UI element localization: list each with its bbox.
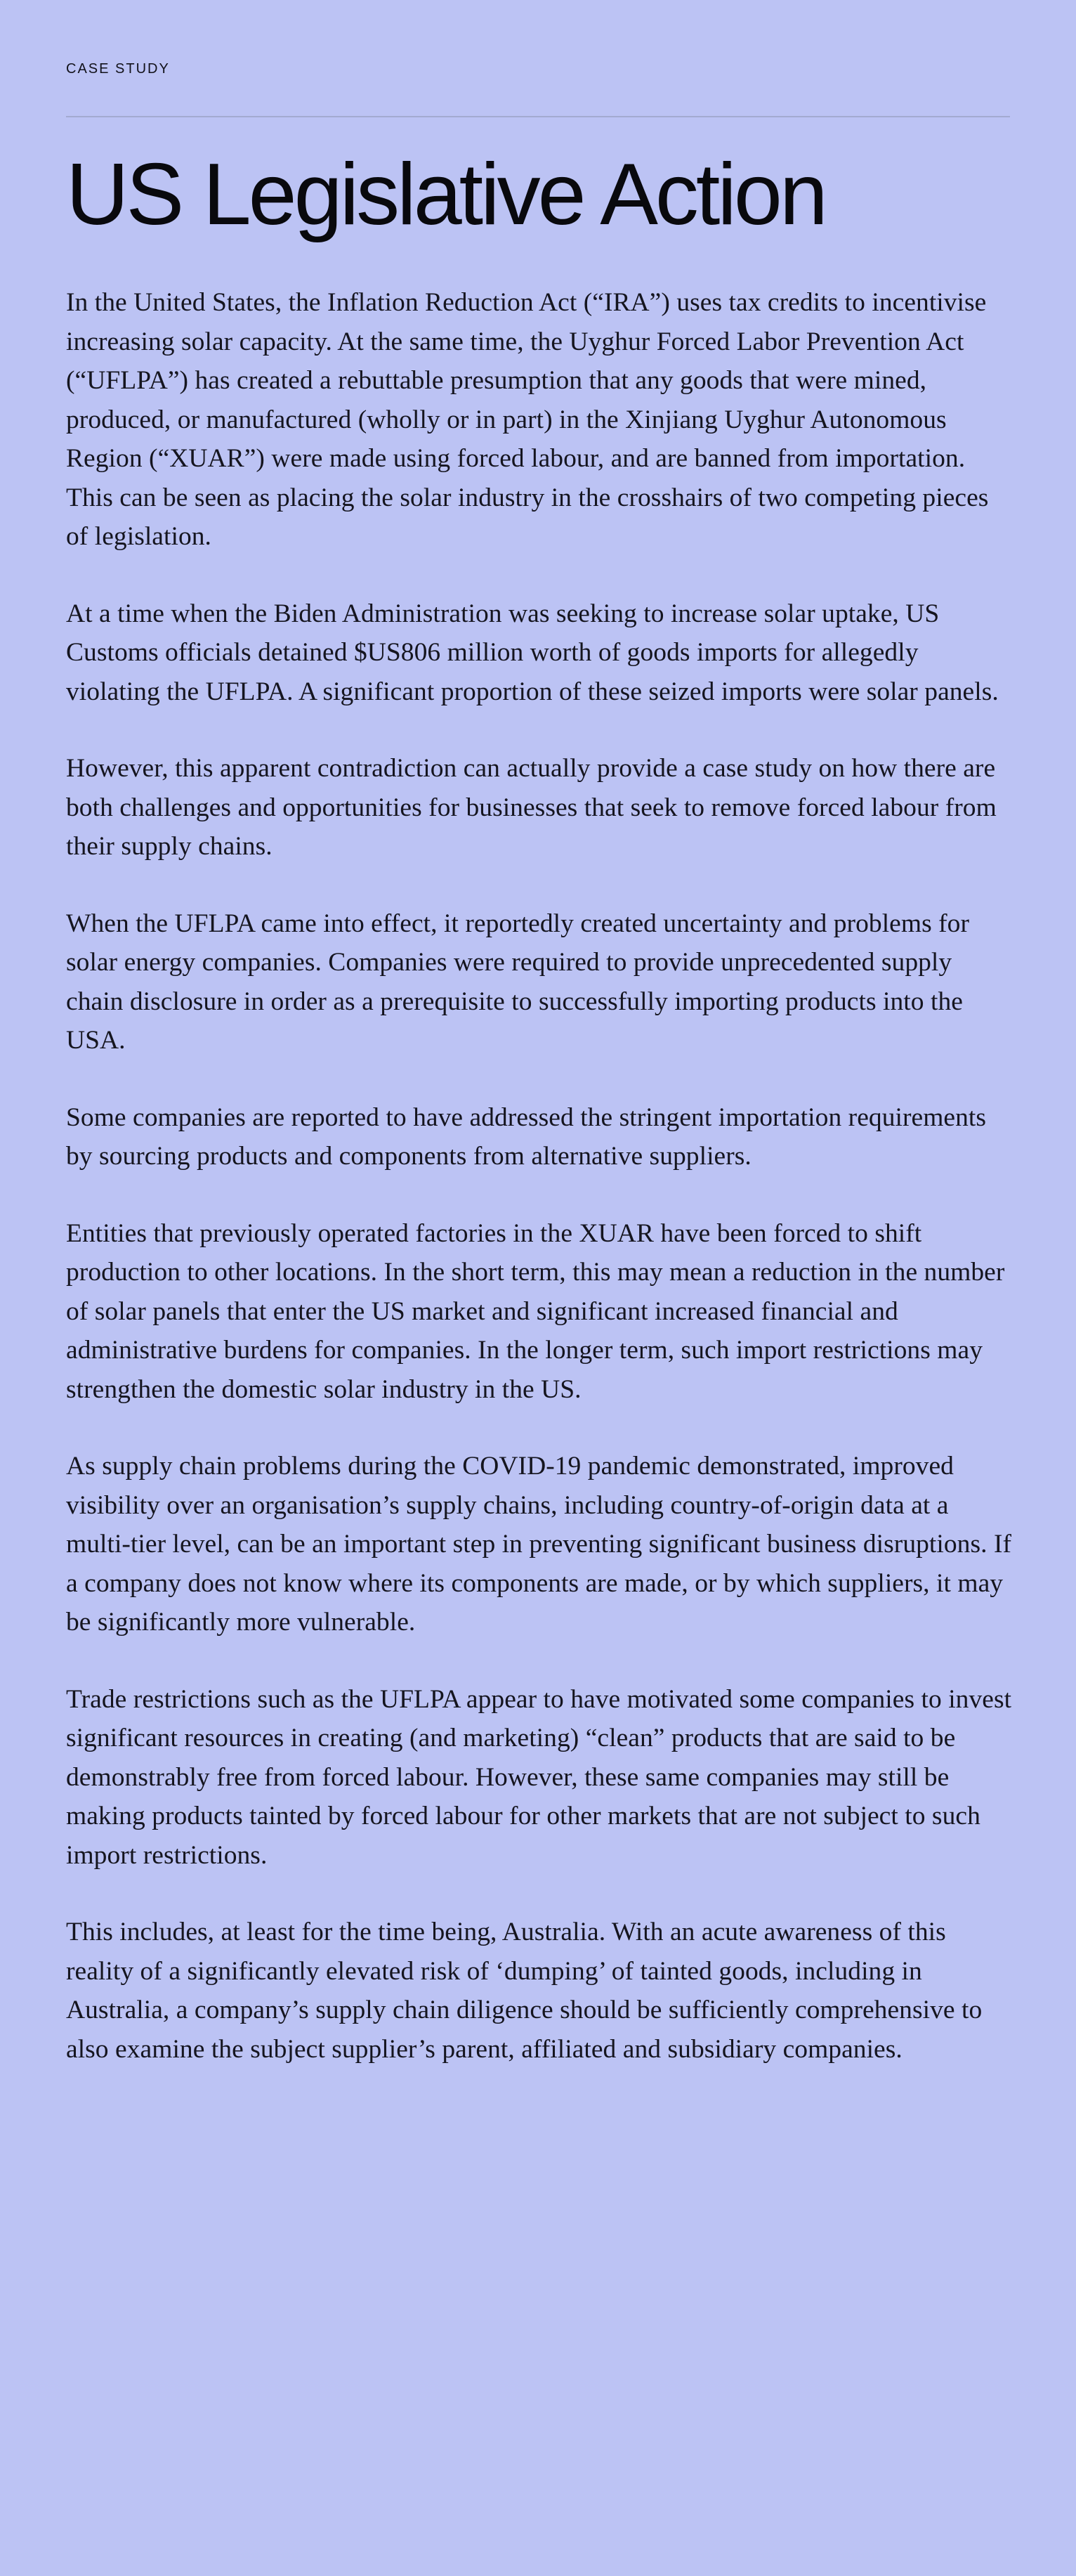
section-eyebrow-label: CASE STUDY: [66, 61, 170, 77]
article-paragraph: In the United States, the Inflation Reduction Act (“IRA”) uses tax credits to incentivise increasing solar capacity. At the same time, the Uyghur Forced Labor Prevention Act (“UFLPA”) has created a rebuttable presumption that any goods that were mined, produced, or manufactured (wholly or in part) in the Xinjiang Uyghur Autonomous Region (“XUAR”) were made using forced labour, and are banned from importation. This can be seen as placing the solar industry in the crosshairs of two competing pieces of legislation.: [66, 288, 989, 551]
article-paragraph: At a time when the Biden Administration was seeking to increase solar uptake, US Customs officials detained $US806 million worth of goods imports for allegedly violating the UFLPA. A significant proportion of these seized imports were solar panels.: [66, 599, 999, 706]
article-paragraph: However, this apparent contradiction can actually provide a case study on how there are both challenges and opportunities for businesses that seek to remove forced labour from their supply chains.: [66, 754, 997, 861]
page-title: US Legislative Action: [66, 146, 825, 243]
article-paragraph: Entities that previously operated factories in the XUAR have been forced to shift production to other locations. In the short term, this may mean a reduction in the number of solar panels that enter the US market and significant increased financial and administrative burdens for companies. In the longer term, such import restrictions may strengthen the domestic solar industry in the US.: [66, 1218, 1005, 1404]
article-paragraph: When the UFLPA came into effect, it reportedly created uncertainty and problems for solar energy companies. Companies were required to provide unprecedented supply chain disclosure in order as a prerequisite to successfully importing products into the USA.: [66, 909, 970, 1055]
header-divider: [66, 116, 1010, 117]
article-paragraph: Some companies are reported to have addressed the stringent importation requirements by sourcing products and components from alternative suppliers.: [66, 1102, 987, 1171]
article-paragraph: As supply chain problems during the COVID-19 pandemic demonstrated, improved visibility over an organisation’s supply chains, including country-of-origin data at a multi-tier level, can be an important step in preventing significant business disruptions. If a company does not know where its components are made, or by which suppliers, it may be significantly more vulnerable.: [66, 1452, 1012, 1637]
page-bottom-spacer: [66, 2069, 1010, 2153]
article-paragraph: This includes, at least for the time being, Australia. With an acute awareness of this reality of a significantly elevated risk of ‘dumping’ of tainted goods, including in Australia, a company’s supply chain diligence should be sufficiently comprehensive to also examine the subject supplier’s parent, affiliated and subsidiary companies.: [66, 1918, 983, 2064]
article-paragraph: Trade restrictions such as the UFLPA appear to have motivated some companies to invest significant resources in creating (and marketing) “clean” products that are said to be demonstrably free from forced labour. However, these same companies may still be making products tainted by forced labour for other markets that are not subject to such import restrictions.: [66, 1684, 1012, 1870]
article-body: [66, 238, 1013, 2069]
